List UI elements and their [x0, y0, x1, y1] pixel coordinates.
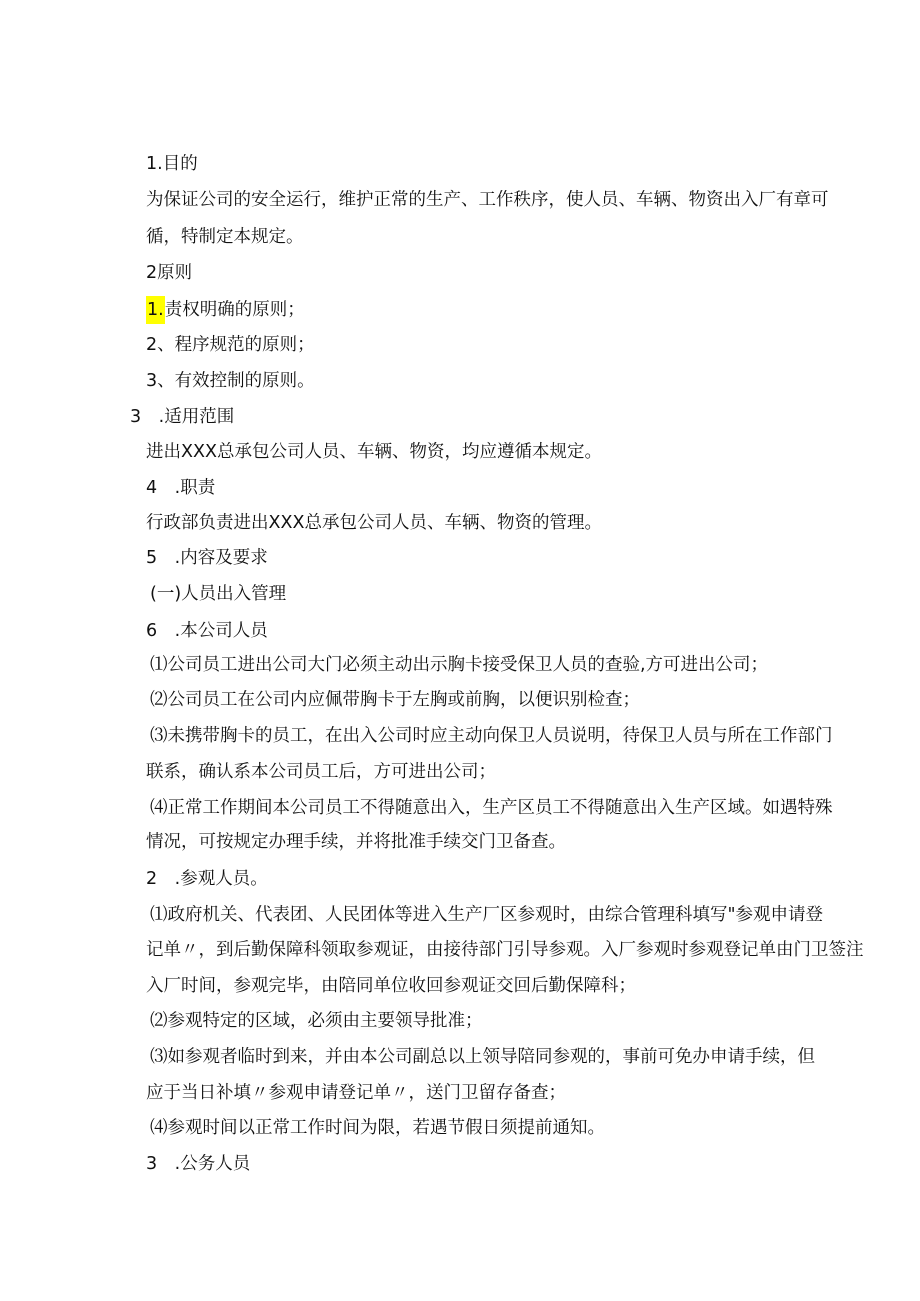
principle-item-1 [146, 296, 305, 324]
official-section-title: 3 .公务人员 [146, 1154, 251, 1174]
principle-item-1-text: 责权明确的原则； [164, 300, 305, 320]
section-3-body: 进出XXX总承包公司人员、车辆、物资，均应遵循本规定。 [146, 442, 602, 462]
section-1-body-line-2: 循，特制定本规定。 [146, 227, 304, 247]
principle-item-2: 2、程序规范的原则； [146, 335, 315, 355]
visitor-rule-3-line-2: 应于当日补填〃参观申请登记单〃，送门卫留存备查； [146, 1083, 566, 1103]
visitor-rule-1-line-3: 入厂时间，参观完毕，由陪同单位收回参观证交回后勤保障科； [146, 976, 636, 996]
section-6-title: 6 .本公司人员 [146, 621, 268, 641]
staff-rule-2: ⑵公司员工在公司内应佩带胸卡于左胸或前胸，以便识别检查； [150, 690, 640, 710]
visitor-rule-2: ⑵参观特定的区域，必须由主要领导批准； [150, 1011, 483, 1031]
staff-rule-4-line-2: 情况，可按规定办理手续，并将批准手续交门卫备查。 [146, 832, 566, 852]
visitor-rule-3-line-1: ⑶如参观者临时到来，并由本公司副总以上领导陪同参观的，事前可免办申请手续，但 [150, 1047, 815, 1067]
section-3-title: 3 .适用范围 [130, 407, 235, 427]
section-5-subtitle: (一)人员出入管理 [150, 584, 287, 604]
section-1-body-line-1: 为保证公司的安全运行，维护正常的生产、工作秩序，使人员、车辆、物资出入厂有章可 [146, 190, 829, 210]
section-2-title: 2原则 [146, 263, 193, 283]
section-5-title: 5 .内容及要求 [146, 548, 268, 568]
section-4-title: 4 .职责 [146, 478, 216, 498]
section-1-title: 1.目的 [146, 154, 198, 174]
visitor-rule-1-line-2: 记单〃，到后勤保障科领取参观证，由接待部门引导参观。入厂参观时参观登记单由门卫签注 [146, 940, 864, 960]
visitor-section-title: 2 .参观人员。 [146, 869, 268, 889]
principle-item-3: 3、有效控制的原则。 [146, 371, 315, 391]
staff-rule-1: ⑴公司员工进出公司大门必须主动出示胸卡接受保卫人员的查验,方可进出公司； [150, 655, 769, 675]
section-4-body: 行政部负责进出XXX总承包公司人员、车辆、物资的管理。 [146, 513, 602, 533]
staff-rule-4-line-1: ⑷正常工作期间本公司员工不得随意出入，生产区员工不得随意出入生产区域。如遇特殊 [150, 798, 833, 818]
visitor-rule-4: ⑷参观时间以正常工作时间为限，若遇节假日须提前通知。 [150, 1118, 605, 1138]
staff-rule-3-line-2: 联系，确认系本公司员工后，方可进出公司； [146, 762, 496, 782]
staff-rule-3-line-1: ⑶未携带胸卡的员工，在出入公司时应主动向保卫人员说明，待保卫人员与所在工作部门 [150, 726, 833, 746]
visitor-rule-1-line-1: ⑴政府机关、代表团、人民团体等进入生产厂区参观时，由综合管理科填写"参观申请登 [150, 905, 824, 925]
highlighted-number: 1. [146, 296, 165, 324]
